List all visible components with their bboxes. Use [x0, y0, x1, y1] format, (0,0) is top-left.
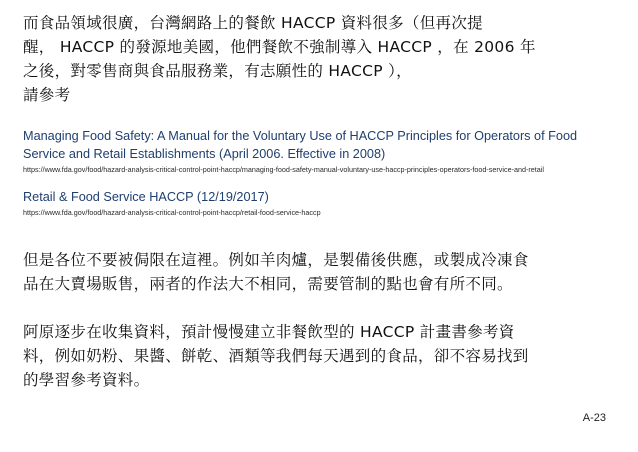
intro-paragraph [23, 11, 615, 107]
page-number: A-23 [582, 412, 606, 424]
paragraph-3-line-3: 的學習參考資料。 [23, 371, 150, 389]
reference-1-url[interactable]: https://www.fda.gov/food/hazard-analysis-critical-control-point-haccp/managing-food-safety-manual-voluntary-use-haccp-principles-operators-food-service-and-retail [23, 165, 544, 174]
intro-line-3: 之後，對零售商與食品服務業，有志願性的 HACCP ）， [23, 62, 412, 80]
paragraph-2-line-2: 品在大賣場販售，兩者的作法大不相同，需要管制的點也會有所不同。 [23, 275, 513, 293]
intro-line-1: 而食品領域很廣，台灣網路上的餐飲 HACCP 資料很多（但再次提 [23, 14, 483, 32]
reference-2-title: Retail & Food Service HACCP (12/19/2017) [23, 190, 269, 204]
intro-line-4: 請參考 [23, 86, 71, 104]
paragraph-3-line-2: 料，例如奶粉、果醬、餅乾、酒類等我們每天遇到的食品，卻不容易找到 [23, 347, 529, 365]
paragraph-2 [23, 248, 615, 296]
reference-2-url[interactable]: https://www.fda.gov/food/hazard-analysis-critical-control-point-haccp/retail-food-service-haccp [23, 208, 321, 217]
intro-line-2: 醒， HACCP 的發源地美國，他們餐飲不強制導入 HACCP ，在 2006 年 [23, 38, 536, 56]
reference-1-title: Managing Food Safety: A Manual for the Voluntary Use of HACCP Principles for Operators of Food Service and Retail Establishments (April 2006. Effective in 2008) [23, 129, 578, 161]
paragraph-2-line-1: 但是各位不要被侷限在這裡。例如羊肉爐，是製備後供應，或製成冷凍食 [23, 251, 529, 269]
paragraph-3-line-1: 阿原逐步在收集資料，預計慢慢建立非餐飲型的 HACCP 計畫書參考資 [23, 323, 515, 341]
paragraph-3 [23, 320, 615, 392]
